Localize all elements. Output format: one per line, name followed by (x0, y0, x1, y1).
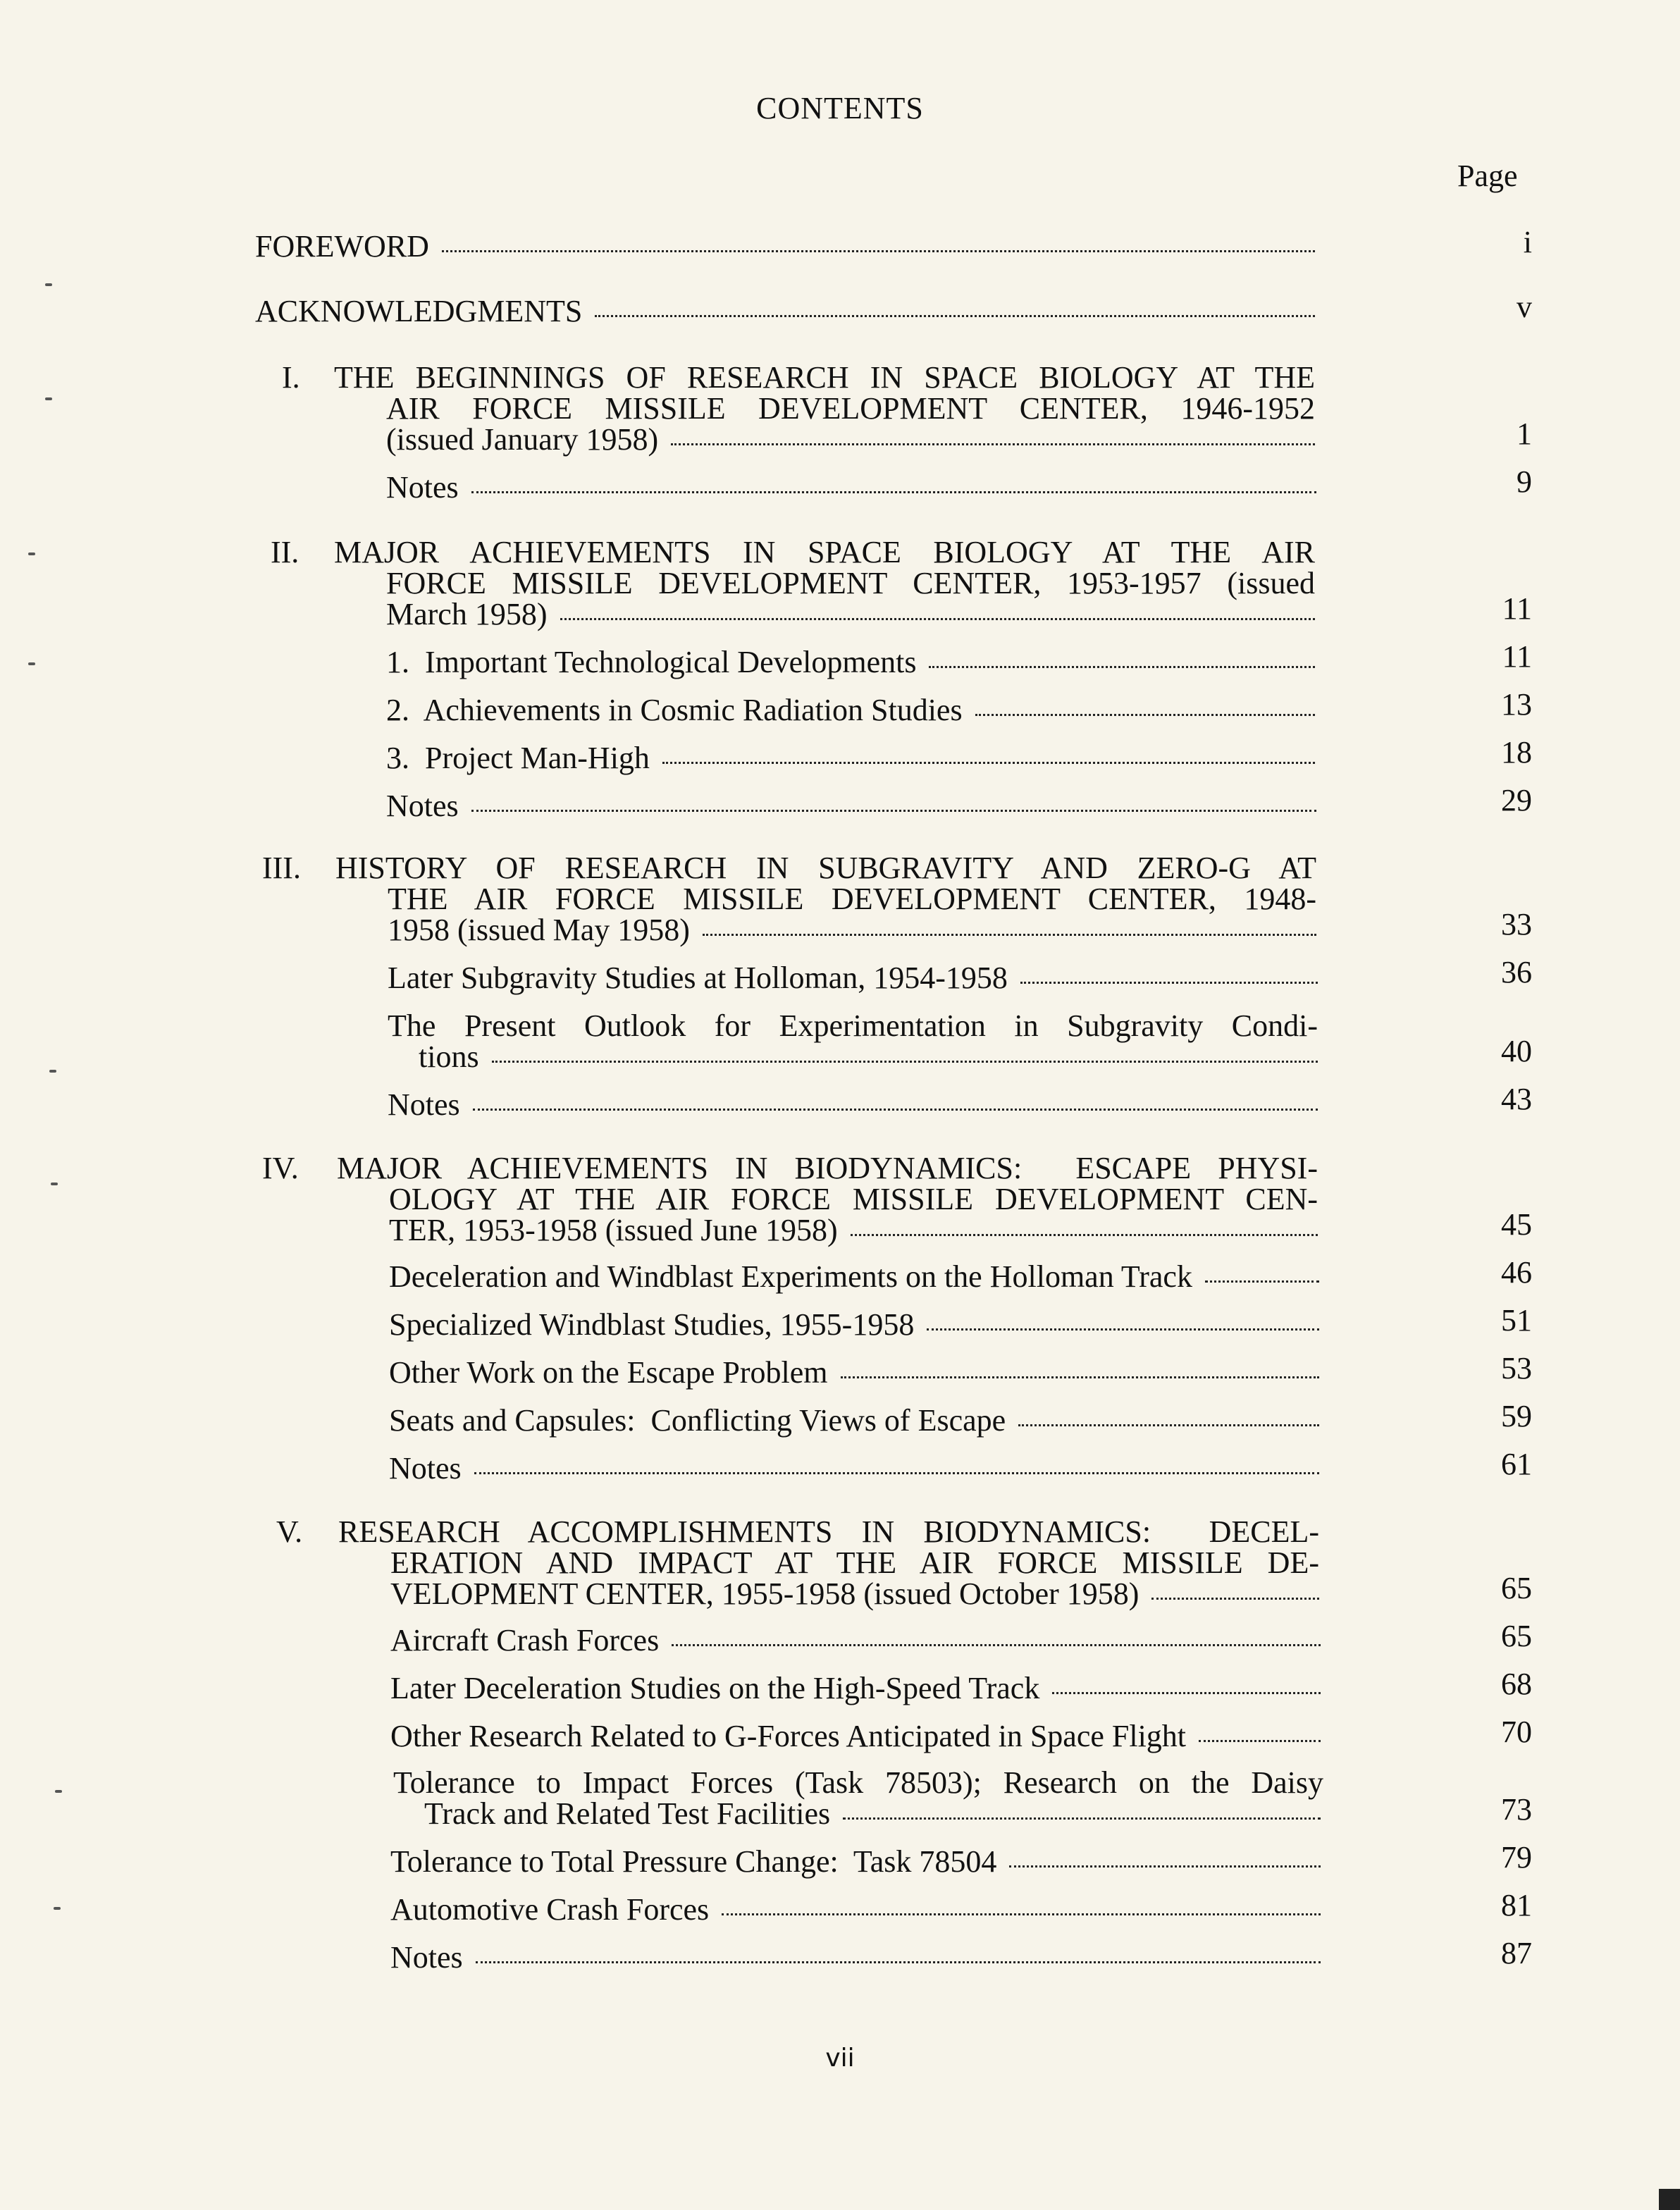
toc-page-number: 40 (1501, 1034, 1532, 1068)
page-column-label: Page (1457, 159, 1518, 193)
toc-entry[interactable]: Tolerance to Impact Forces (Task 78503); Research on the Daisy (393, 1765, 1323, 1800)
toc-entry-notes[interactable] (388, 1089, 1318, 1121)
toc-entry[interactable] (389, 1405, 1319, 1436)
toc-entry-label: Seats and Capsules: Conflicting Views of Escape (389, 1403, 1006, 1438)
leader-dots (442, 250, 1315, 252)
chapter-title-line[interactable]: RESEARCH ACCOMPLISHMENTS IN BIODYNAMICS: DECEL- (338, 1514, 1319, 1549)
toc-page-number: 9 (1517, 464, 1532, 499)
scan-speck (49, 1070, 56, 1073)
toc-entry-label: Later Subgravity Studies at Holloman, 1954-1958 (388, 961, 1008, 995)
leader-dots (851, 1234, 1318, 1236)
toc-entry-label: Specialized Windblast Studies, 1955-1958 (389, 1307, 915, 1342)
chapter-number: IV. (262, 1151, 299, 1185)
toc-page-number: 70 (1501, 1715, 1532, 1749)
toc-entry[interactable] (386, 743, 1315, 774)
leader-dots (1199, 1740, 1321, 1742)
leader-dots (1018, 1424, 1319, 1426)
chapter-number: III. (262, 851, 301, 885)
toc-entry-label: VELOPMENT CENTER, 1955-1958 (issued October 1958) (390, 1576, 1139, 1611)
leader-dots (671, 443, 1315, 445)
toc-entry-label: Later Deceleration Studies on the High-Speed Track (390, 1671, 1040, 1705)
toc-page-number: 79 (1501, 1840, 1532, 1875)
toc-page-number: 65 (1501, 1619, 1532, 1653)
toc-entry-label: Notes (388, 1087, 460, 1122)
chapter-title-line[interactable]: ERATION AND IMPACT AT THE AIR FORCE MISSILE DE- (390, 1545, 1319, 1580)
toc-entry[interactable] (386, 695, 1315, 726)
toc-page-number: 73 (1501, 1792, 1532, 1827)
scan-corner (1659, 2189, 1680, 2210)
toc-entry-label: (issued January 1958) (386, 422, 659, 457)
chapter-title-line[interactable]: THE AIR FORCE MISSILE DEVELOPMENT CENTER, 1948- (388, 882, 1316, 916)
chapter-title-line[interactable] (386, 424, 1315, 455)
toc-entry-notes[interactable] (390, 1942, 1321, 1973)
toc-page-number: 11 (1502, 591, 1532, 626)
leader-dots (1151, 1598, 1319, 1600)
toc-entry-label: 3. Project Man-High (386, 741, 650, 775)
toc-page-number: 18 (1501, 735, 1532, 770)
chapter-title-line[interactable]: OLOGY AT THE AIR FORCE MISSILE DEVELOPMENT CEN- (389, 1182, 1318, 1216)
leader-dots (560, 618, 1316, 620)
toc-entry-label: 2. Achievements in Cosmic Radiation Studies (386, 693, 963, 727)
leader-dots (843, 1817, 1321, 1820)
toc-entry-notes[interactable] (386, 472, 1316, 503)
leader-dots (476, 1961, 1321, 1963)
toc-page-number: 11 (1502, 639, 1532, 674)
toc-entry-label: tions (419, 1039, 479, 1074)
leader-dots (1052, 1692, 1321, 1694)
scan-speck (45, 283, 52, 286)
leader-dots (471, 491, 1316, 493)
page-folio: vii (825, 2044, 855, 2073)
leader-dots (1020, 982, 1318, 984)
toc-entry[interactable] (388, 963, 1318, 994)
chapter-number: V. (276, 1514, 303, 1549)
toc-entry-label: Other Research Related to G-Forces Anticipated in Space Flight (390, 1719, 1187, 1753)
chapter-title-line[interactable] (389, 1215, 1318, 1246)
toc-entry-label: Other Work on the Escape Problem (389, 1355, 828, 1390)
toc-page-number: 43 (1501, 1082, 1532, 1116)
toc-page-number: 13 (1501, 687, 1532, 722)
toc-page-number: 45 (1501, 1207, 1532, 1242)
page-title: CONTENTS (756, 91, 924, 125)
toc-entry-label: 1. Important Technological Developments (386, 645, 917, 679)
chapter-title-line[interactable]: MAJOR ACHIEVEMENTS IN SPACE BIOLOGY AT THE AIR (334, 535, 1315, 569)
toc-entry[interactable] (390, 1846, 1321, 1877)
scan-speck (45, 397, 52, 400)
chapter-title-line[interactable]: AIR FORCE MISSILE DEVELOPMENT CENTER, 1946-1952 (386, 391, 1315, 426)
toc-entry-notes[interactable] (386, 791, 1316, 822)
scan-speck (51, 1183, 58, 1185)
toc-entry[interactable] (390, 1721, 1321, 1752)
toc-entry[interactable] (390, 1894, 1321, 1925)
scan-speck (28, 662, 35, 665)
leader-dots (474, 1472, 1319, 1474)
leader-dots (1009, 1865, 1321, 1868)
leader-dots (672, 1644, 1321, 1646)
toc-page-number: 59 (1501, 1399, 1532, 1433)
chapter-title-line[interactable] (386, 599, 1315, 630)
toc-entry[interactable] (390, 1625, 1321, 1656)
toc-page-number: v (1517, 290, 1532, 324)
leader-dots (927, 1328, 1319, 1331)
toc-entry-label: Automotive Crash Forces (390, 1892, 710, 1927)
leader-dots (703, 934, 1316, 936)
toc-entry-label: ACKNOWLEDGMENTS (255, 294, 583, 328)
toc-page-number: 33 (1501, 907, 1532, 942)
toc-page-number: 68 (1501, 1667, 1532, 1701)
leader-dots (929, 666, 1315, 668)
scan-speck (54, 1907, 61, 1910)
toc-entry-continuation[interactable] (424, 1798, 1321, 1829)
toc-page-number: 51 (1501, 1303, 1532, 1338)
toc-page-number: 53 (1501, 1351, 1532, 1385)
toc-entry-label: Deceleration and Windblast Experiments on the Holloman Track (389, 1259, 1192, 1294)
leader-dots (975, 714, 1315, 716)
toc-entry-acknowledgments[interactable] (255, 296, 1315, 327)
leader-dots (595, 315, 1315, 317)
toc-entry-label: FOREWORD (255, 229, 429, 264)
toc-entry-label: Tolerance to Total Pressure Change: Task 78504 (390, 1844, 997, 1879)
toc-page-number: 87 (1501, 1936, 1532, 1970)
toc-entry-label: Notes (386, 470, 459, 505)
leader-dots (722, 1913, 1321, 1915)
toc-entry-label: Notes (390, 1940, 463, 1975)
toc-entry[interactable] (389, 1309, 1319, 1340)
leader-dots (471, 810, 1316, 812)
toc-entry-label: TER, 1953-1958 (issued June 1958) (389, 1213, 838, 1247)
toc-entry[interactable] (389, 1357, 1319, 1388)
toc-page-number: 36 (1501, 955, 1532, 989)
leader-dots (841, 1376, 1320, 1378)
leader-dots (492, 1061, 1318, 1063)
toc-entry[interactable]: The Present Outlook for Experimentation in Subgravity Condi- (388, 1008, 1318, 1043)
chapter-title-line[interactable] (390, 1576, 1319, 1611)
chapter-title-line[interactable]: HISTORY OF RESEARCH IN SUBGRAVITY AND ZERO-G AT (335, 851, 1316, 885)
toc-entry[interactable] (389, 1261, 1319, 1292)
toc-page-number: 46 (1501, 1255, 1532, 1290)
toc-entry-label: Notes (386, 789, 459, 823)
toc-entry[interactable] (390, 1673, 1321, 1704)
toc-entry-notes[interactable] (389, 1453, 1319, 1484)
toc-entry-label: Track and Related Test Facilities (424, 1796, 831, 1831)
toc-page-number: 1 (1517, 416, 1532, 451)
toc-page-number: 81 (1501, 1888, 1532, 1922)
toc-entry-foreword[interactable] (255, 231, 1315, 262)
chapter-title-line[interactable]: FORCE MISSILE DEVELOPMENT CENTER, 1953-1957 (issued (386, 566, 1315, 600)
leader-dots (473, 1109, 1318, 1111)
toc-entry-label: 1958 (issued May 1958) (388, 913, 690, 947)
chapter-title-line[interactable]: MAJOR ACHIEVEMENTS IN BIODYNAMICS: ESCAPE PHYSI- (337, 1151, 1318, 1185)
chapter-title-line[interactable]: THE BEGINNINGS OF RESEARCH IN SPACE BIOLOGY AT THE (334, 360, 1315, 395)
toc-entry[interactable] (386, 647, 1315, 678)
leader-dots (1205, 1280, 1319, 1283)
toc-entry-label: March 1958) (386, 597, 548, 631)
toc-page-number: i (1523, 225, 1532, 259)
chapter-number: II. (271, 535, 299, 569)
leader-dots (662, 762, 1315, 764)
toc-page-number: 65 (1501, 1571, 1532, 1605)
scan-speck (55, 1790, 62, 1793)
chapter-number: I. (282, 360, 300, 395)
toc-page-number: 61 (1501, 1447, 1532, 1481)
toc-entry-label: Notes (389, 1451, 462, 1486)
chapter-title-line[interactable] (388, 915, 1316, 946)
toc-entry-continuation[interactable] (419, 1039, 1318, 1074)
toc-page-number: 29 (1501, 783, 1532, 817)
toc-entry-label: Aircraft Crash Forces (390, 1623, 660, 1658)
scan-speck (28, 552, 35, 555)
